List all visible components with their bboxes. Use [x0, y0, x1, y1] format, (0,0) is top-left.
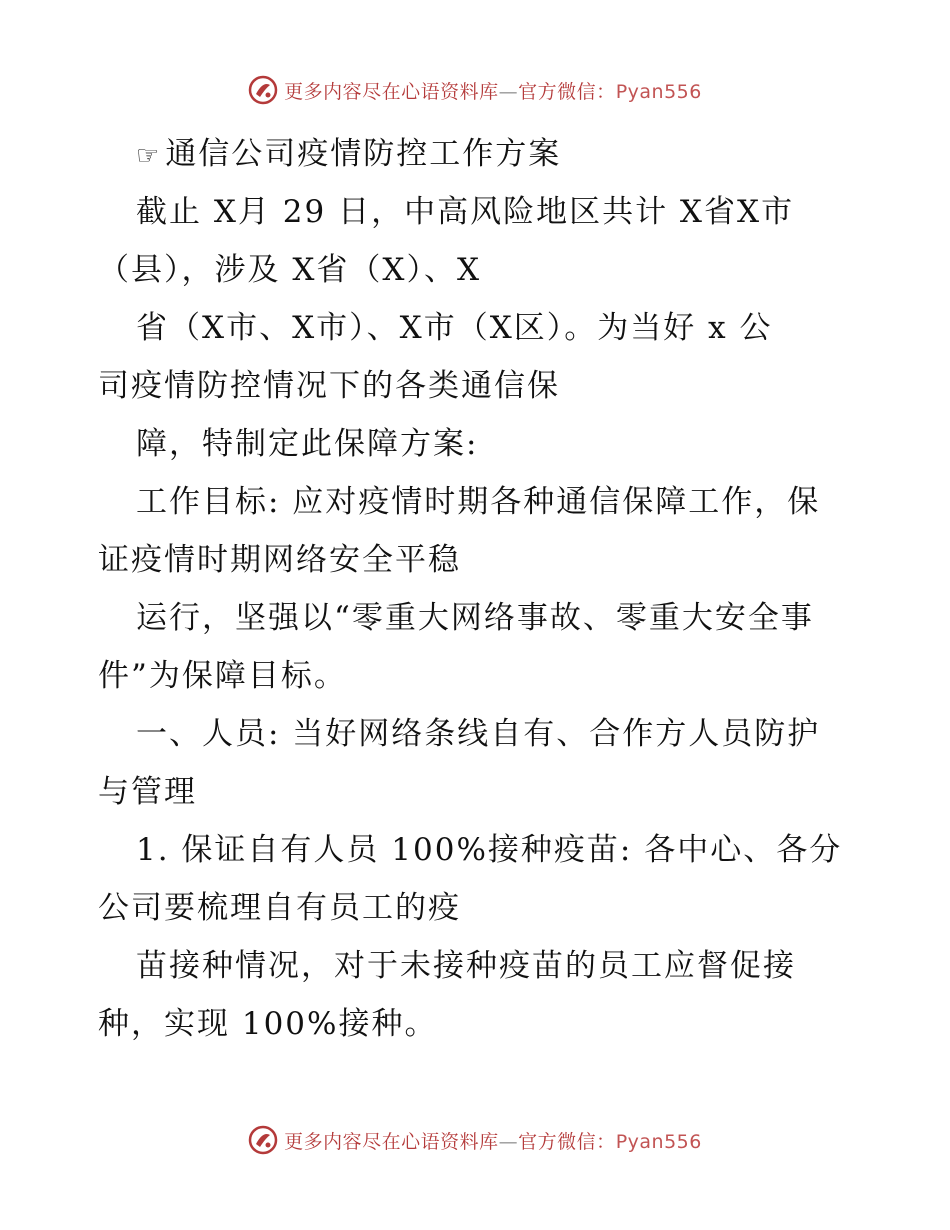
- text-line: 种，实现 100%接种。: [98, 1006, 438, 1042]
- text-line: 司疫情防控情况下的各类通信保: [98, 368, 560, 404]
- text-line: 证疫情时期网络安全平稳: [98, 542, 461, 578]
- watermark-id: Pyan556: [615, 80, 702, 103]
- text-line: 工作目标: 应对疫情时期各种通信保障工作，保: [136, 484, 821, 520]
- watermark-label: 官方微信：: [518, 80, 616, 103]
- watermark-main: 更多内容尽在心语资料库: [284, 80, 499, 103]
- text-line: 省（X市、X市）、X市（X区）。为当好 x 公: [136, 310, 773, 346]
- text-line: 公司要梳理自有员工的疫: [98, 890, 461, 926]
- text-line: 障，特制定此保障方案:: [136, 426, 479, 462]
- watermark-main: 更多内容尽在心语资料库: [284, 1130, 499, 1153]
- watermark-sep: —: [498, 1130, 519, 1153]
- watermark-header: [0, 70, 950, 110]
- brand-logo-icon: [248, 75, 278, 105]
- text-line: 苗接种情况，对于未接种疫苗的员工应督促接: [136, 948, 796, 984]
- text-line: 1. 保证自有人员 100%接种疫苗: 各中心、各分: [136, 832, 843, 868]
- paragraph-lines: [98, 183, 858, 1053]
- watermark-text: [284, 77, 702, 104]
- hand-pointer-icon: ☞: [136, 141, 162, 171]
- text-line: （县），涉及 X省（X）、X: [98, 252, 482, 288]
- watermark-sep: —: [498, 80, 519, 103]
- text-line: 运行，坚强以“零重大网络事故、零重大安全事: [136, 600, 814, 636]
- watermark-text: [284, 1127, 702, 1154]
- text-line: 件”为保障目标。: [98, 658, 347, 694]
- title-text: 通信公司疫情防控工作方案: [165, 136, 562, 172]
- text-line: 一、人员: 当好网络条线自有、合作方人员防护: [136, 716, 821, 752]
- text-line: 截止 X月 29 日，中高风险地区共计 X省X市: [136, 194, 795, 230]
- document-title: [98, 125, 858, 183]
- text-line: 与管理: [98, 774, 197, 810]
- document-body: [98, 125, 858, 1053]
- watermark-footer: [0, 1120, 950, 1160]
- brand-logo-icon: [248, 1125, 278, 1155]
- watermark-label: 官方微信：: [518, 1130, 616, 1153]
- watermark-id: Pyan556: [615, 1130, 702, 1153]
